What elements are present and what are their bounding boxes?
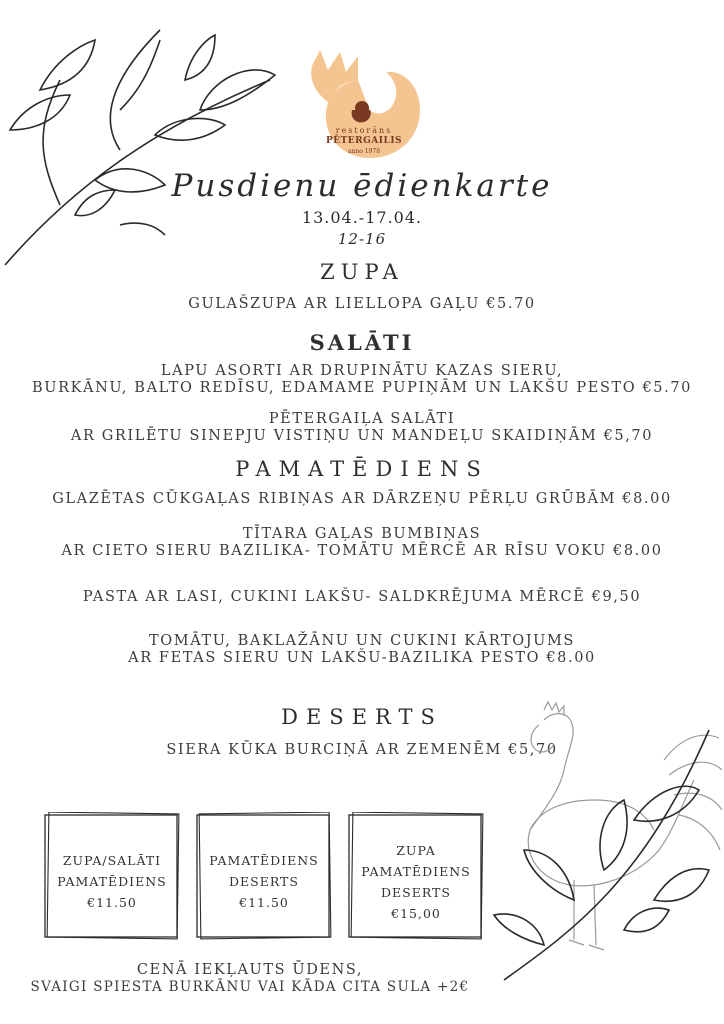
menu-item: GULAŠZUPA AR LIELLOPA GAĻU €5.70 xyxy=(188,296,536,312)
combo-line: PAMATĒDIENS xyxy=(57,874,167,889)
logo-text-year: anno 1978 xyxy=(347,148,381,155)
menu-dates: 13.04.-17.04. xyxy=(301,208,423,227)
menu-item: AR GRILĒTU SINEPJU VISTIŅU UN MANDEĻU SKAIDIŅĀM €5,70 xyxy=(70,428,654,444)
menu-item: BURKĀNU, BALTO REDĪSU, EDAMAME PUPIŅĀM UN LAKŠU PESTO €5.70 xyxy=(32,380,692,396)
combo-box xyxy=(44,812,180,940)
combo-line: DESERTS xyxy=(229,874,299,889)
menu-item: AR CIETO SIERU BAZILIKA- TOMĀTU MĒRCĒ AR RĪSU VOKU €8.00 xyxy=(61,543,663,559)
combo-line: DESERTS xyxy=(381,885,451,900)
menu-item: TĪTARA GAĻAS BUMBIŅAS xyxy=(242,526,482,542)
combo-line: ZUPA/SALĀTI xyxy=(62,853,162,868)
combo-box xyxy=(196,812,332,940)
section-heading-deserts: DESERTS xyxy=(281,705,443,729)
menu-item: SIERA KŪKA BURCIŅĀ AR ZEMENĒM €5,70 xyxy=(166,742,558,758)
menu-item: GLAZĒTAS CŪKGAĻAS RIBIŅAS AR DĀRZEŅU PĒRĻU GRŪBĀM €8.00 xyxy=(52,491,672,507)
section-heading-pamatediens: PAMATĒDIENS xyxy=(235,457,489,481)
combo-line: ZUPA xyxy=(396,843,436,858)
menu-title: Pusdienu ēdienkarte xyxy=(171,168,553,204)
menu-item: PASTA AR LASI, CUKINI LAKŠU- SALDKRĒJUMA MĒRCĒ €9,50 xyxy=(82,589,642,605)
combo-price: €11.50 xyxy=(239,895,289,910)
logo-text-restorans: restorāns xyxy=(335,126,393,135)
section-heading-salati: SALĀTI xyxy=(309,330,415,355)
footer-note: CENĀ IEKĻAUTS ŪDENS, xyxy=(136,962,364,978)
logo-text-name: PĒTERGAILIS xyxy=(325,136,403,146)
combo-box xyxy=(348,812,484,940)
section-heading-zupa: ZUPA xyxy=(320,260,404,284)
combo-line: PAMATĒDIENS xyxy=(209,853,319,868)
footer-note: SVAIGI SPIESTA BURKĀNU VAI KĀDA CITA SULA +2€ xyxy=(30,979,470,995)
combo-price: €11.50 xyxy=(87,895,137,910)
menu-item: AR FETAS SIERU UN LAKŠU-BAZILIKA PESTO €8.00 xyxy=(128,650,596,666)
rooster-illustration xyxy=(484,700,724,1000)
menu-hours: 12-16 xyxy=(337,230,387,248)
menu-item: PĒTERGAIĻA SALĀTI xyxy=(268,411,456,427)
logo xyxy=(300,40,428,162)
menu-item: LAPU ASORTI AR DRUPINĀTU KAZAS SIERU, xyxy=(160,363,564,379)
combo-price: €15,00 xyxy=(391,906,441,921)
menu-item: TOMĀTU, BAKLAŽĀNU UN CUKINI KĀRTOJUMS xyxy=(149,633,575,649)
combo-line: PAMATĒDIENS xyxy=(361,864,471,879)
